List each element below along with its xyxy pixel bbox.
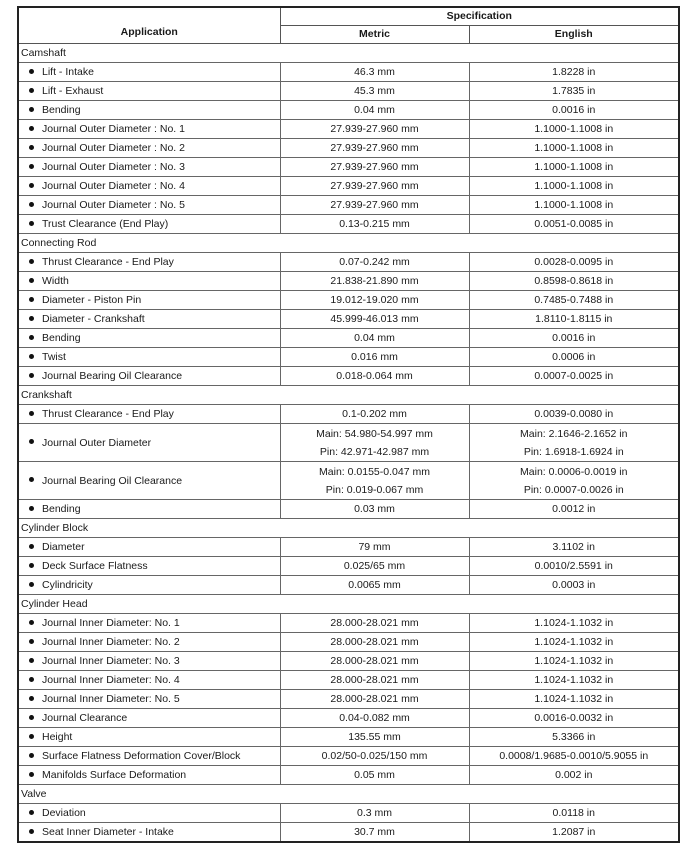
bullet-icon <box>29 506 34 511</box>
table-row <box>18 215 679 234</box>
table-row <box>18 538 679 557</box>
table-row <box>18 500 679 519</box>
metric-value: 0.016 mm <box>351 351 398 363</box>
english-cell <box>469 557 679 576</box>
table-row <box>18 804 679 823</box>
metric-value: 27.939-27.960 mm <box>330 142 419 154</box>
english-value: 0.0118 in <box>552 807 595 819</box>
metric-cell <box>280 272 469 291</box>
metric-cell <box>280 633 469 652</box>
table-row <box>18 709 679 728</box>
english-cell <box>469 215 679 234</box>
english-value: 0.0051-0.0085 in <box>534 218 614 230</box>
metric-cell <box>280 348 469 367</box>
english-value: 1.1024-1.1032 in <box>534 693 614 705</box>
application-cell <box>18 291 280 310</box>
metric-value: 0.0065 mm <box>348 579 401 591</box>
application-cell <box>18 63 280 82</box>
english-cell <box>469 139 679 158</box>
table-row <box>18 690 679 709</box>
application-label: Twist <box>42 351 66 363</box>
application-cell <box>18 500 280 519</box>
metric-cell <box>280 139 469 158</box>
application-cell <box>18 538 280 557</box>
bullet-icon <box>29 582 34 587</box>
metric-cell <box>280 728 469 747</box>
metric-value: 0.05 mm <box>354 769 395 781</box>
metric-cell <box>280 424 469 462</box>
metric-value: 0.1-0.202 mm <box>342 408 407 420</box>
english-value: 0.8598-0.8618 in <box>534 275 614 287</box>
metric-value: 45.999-46.013 mm <box>330 313 419 325</box>
metric-value: 28.000-28.021 mm <box>330 674 419 686</box>
english-cell <box>469 614 679 633</box>
bullet-icon <box>29 411 34 416</box>
metric-cell <box>280 823 469 843</box>
metric-cell <box>280 690 469 709</box>
metric-value: 0.02/50-0.025/150 mm <box>321 750 428 762</box>
english-value: 1.1024-1.1032 in <box>534 674 614 686</box>
english-value: 0.0016 in <box>552 332 596 344</box>
bullet-icon <box>29 439 34 444</box>
section-title: Valve <box>18 785 679 804</box>
table-row <box>18 101 679 120</box>
application-label: Cylindricity <box>42 579 93 591</box>
table-row <box>18 652 679 671</box>
english-value: 1.1000-1.1008 in <box>534 199 614 211</box>
bullet-icon <box>29 677 34 682</box>
header-application: Application <box>18 7 280 44</box>
table-row <box>18 82 679 101</box>
metric-value: Main: 54.980-54.997 mm <box>316 427 433 440</box>
metric-value: 0.03 mm <box>354 503 395 515</box>
english-value: 3.1102 in <box>552 541 595 553</box>
metric-value: 0.13-0.215 mm <box>339 218 410 230</box>
table-row <box>18 614 679 633</box>
application-cell <box>18 367 280 386</box>
application-cell <box>18 348 280 367</box>
english-cell <box>469 538 679 557</box>
metric-value: 79 mm <box>358 541 391 553</box>
application-cell <box>18 158 280 177</box>
english-value: 0.7485-0.7488 in <box>534 294 614 306</box>
english-cell <box>469 747 679 766</box>
header-row-top <box>18 7 679 26</box>
english-value: 0.002 in <box>555 769 593 781</box>
application-label: Thrust Clearance - End Play <box>42 408 174 420</box>
metric-cell <box>280 177 469 196</box>
english-cell <box>469 405 679 424</box>
application-cell <box>18 462 280 500</box>
metric-cell <box>280 63 469 82</box>
metric-cell <box>280 500 469 519</box>
english-cell <box>469 82 679 101</box>
english-cell <box>469 196 679 215</box>
table-row <box>18 329 679 348</box>
application-label: Journal Bearing Oil Clearance <box>42 370 183 382</box>
metric-value: 30.7 mm <box>354 826 395 838</box>
section-row <box>18 519 679 538</box>
metric-cell <box>280 367 469 386</box>
bullet-icon <box>29 145 34 150</box>
application-label: Deviation <box>42 807 86 819</box>
metric-cell <box>280 614 469 633</box>
metric-value: Pin: 42.971-42.987 mm <box>319 445 430 458</box>
application-cell <box>18 709 280 728</box>
table-row <box>18 272 679 291</box>
english-value: 1.8228 in <box>552 66 596 78</box>
bullet-icon <box>29 639 34 644</box>
application-label: Journal Inner Diameter: No. 2 <box>42 636 180 648</box>
application-cell <box>18 120 280 139</box>
application-cell <box>18 310 280 329</box>
section-title: Connecting Rod <box>18 234 679 253</box>
bullet-icon <box>29 563 34 568</box>
english-value: 0.0016 in <box>552 104 596 116</box>
english-cell <box>469 291 679 310</box>
metric-cell <box>280 576 469 595</box>
metric-value: 27.939-27.960 mm <box>330 199 419 211</box>
application-label: Lift - Exhaust <box>42 85 104 97</box>
bullet-icon <box>29 297 34 302</box>
table-row <box>18 139 679 158</box>
english-cell <box>469 177 679 196</box>
english-cell <box>469 671 679 690</box>
application-label: Lift - Intake <box>42 66 94 78</box>
section-title: Crankshaft <box>18 386 679 405</box>
application-cell <box>18 823 280 843</box>
english-value: 1.1024-1.1032 in <box>534 617 614 629</box>
application-cell <box>18 557 280 576</box>
table-row <box>18 424 679 462</box>
application-label: Diameter - Crankshaft <box>42 313 145 325</box>
application-cell <box>18 101 280 120</box>
application-cell <box>18 196 280 215</box>
english-cell <box>469 272 679 291</box>
english-value: 1.1000-1.1008 in <box>534 142 614 154</box>
english-value: 1.2087 in <box>552 826 596 838</box>
metric-cell <box>280 291 469 310</box>
section-row <box>18 785 679 804</box>
table-row <box>18 747 679 766</box>
metric-cell <box>280 196 469 215</box>
bullet-icon <box>29 753 34 758</box>
metric-value: 21.838-21.890 mm <box>330 275 419 287</box>
table-row <box>18 633 679 652</box>
metric-cell <box>280 101 469 120</box>
english-value: 0.0007-0.0025 in <box>534 370 614 382</box>
english-value: 0.0028-0.0095 in <box>534 256 614 268</box>
application-label: Width <box>42 275 69 287</box>
metric-value: 27.939-27.960 mm <box>330 180 419 192</box>
application-label: Diameter - Piston Pin <box>42 294 142 306</box>
metric-cell <box>280 538 469 557</box>
bullet-icon <box>29 373 34 378</box>
application-cell <box>18 614 280 633</box>
application-cell <box>18 272 280 291</box>
application-label: Bending <box>42 503 81 515</box>
english-cell <box>469 120 679 139</box>
english-cell <box>469 329 679 348</box>
header-english: English <box>469 26 679 44</box>
english-value: 1.1024-1.1032 in <box>534 655 614 667</box>
bullet-icon <box>29 107 34 112</box>
bullet-icon <box>29 88 34 93</box>
application-label: Journal Inner Diameter: No. 1 <box>42 617 180 629</box>
metric-value: 0.04-0.082 mm <box>339 712 410 724</box>
bullet-icon <box>29 544 34 549</box>
application-cell <box>18 215 280 234</box>
application-label: Journal Clearance <box>42 712 128 724</box>
application-label: Bending <box>42 332 81 344</box>
table-row <box>18 253 679 272</box>
english-value: 1.1000-1.1008 in <box>534 180 614 192</box>
english-cell <box>469 63 679 82</box>
application-cell <box>18 253 280 272</box>
table-row <box>18 367 679 386</box>
english-value: 1.7835 in <box>552 85 596 97</box>
table-row <box>18 63 679 82</box>
english-cell <box>469 348 679 367</box>
metric-value: 28.000-28.021 mm <box>330 617 419 629</box>
section-title: Cylinder Block <box>18 519 679 538</box>
english-cell <box>469 500 679 519</box>
metric-cell <box>280 462 469 500</box>
table-row <box>18 177 679 196</box>
metric-cell <box>280 747 469 766</box>
metric-value: Pin: 0.019-0.067 mm <box>325 483 424 496</box>
table-row <box>18 196 679 215</box>
bullet-icon <box>29 715 34 720</box>
application-cell <box>18 405 280 424</box>
metric-cell <box>280 158 469 177</box>
english-cell <box>469 804 679 823</box>
metric-cell <box>280 671 469 690</box>
application-label: Journal Inner Diameter: No. 4 <box>42 674 180 686</box>
table-row <box>18 462 679 500</box>
application-cell <box>18 576 280 595</box>
english-cell <box>469 633 679 652</box>
english-value: Main: 0.0006-0.0019 in <box>520 465 628 478</box>
bullet-icon <box>29 658 34 663</box>
metric-cell <box>280 329 469 348</box>
metric-cell <box>280 766 469 785</box>
bullet-icon <box>29 620 34 625</box>
english-value: 0.0008/1.9685-0.0010/5.9055 in <box>499 750 649 762</box>
table-row <box>18 576 679 595</box>
metric-cell <box>280 310 469 329</box>
application-cell <box>18 177 280 196</box>
english-value: 0.0012 in <box>552 503 596 515</box>
bullet-icon <box>29 734 34 739</box>
english-cell <box>469 367 679 386</box>
metric-value: 0.07-0.242 mm <box>339 256 410 268</box>
application-label: Journal Outer Diameter : No. 2 <box>42 142 185 154</box>
table-row <box>18 728 679 747</box>
application-label: Journal Bearing Oil Clearance <box>42 474 183 487</box>
metric-value: 27.939-27.960 mm <box>330 123 419 135</box>
application-label: Thrust Clearance - End Play <box>42 256 174 268</box>
table-row <box>18 823 679 843</box>
english-value: 0.0003 in <box>552 579 596 591</box>
table-body <box>18 44 679 843</box>
bullet-icon <box>29 335 34 340</box>
metric-cell <box>280 82 469 101</box>
english-value: 1.1000-1.1008 in <box>534 161 614 173</box>
metric-cell <box>280 804 469 823</box>
application-cell <box>18 747 280 766</box>
metric-cell <box>280 253 469 272</box>
english-value: Pin: 1.6918-1.6924 in <box>523 445 624 458</box>
application-label: Trust Clearance (End Play) <box>42 218 169 230</box>
metric-cell <box>280 215 469 234</box>
application-label: Journal Outer Diameter : No. 5 <box>42 199 185 211</box>
english-cell <box>469 310 679 329</box>
section-row <box>18 386 679 405</box>
metric-cell <box>280 405 469 424</box>
metric-value: 28.000-28.021 mm <box>330 655 419 667</box>
english-value: 1.8110-1.8115 in <box>535 313 613 325</box>
metric-value: 0.025/65 mm <box>343 560 406 572</box>
table-row <box>18 158 679 177</box>
section-title: Camshaft <box>18 44 679 63</box>
header-metric: Metric <box>280 26 469 44</box>
bullet-icon <box>29 772 34 777</box>
metric-value: 46.3 mm <box>354 66 395 78</box>
bullet-icon <box>29 69 34 74</box>
application-label: Journal Inner Diameter: No. 5 <box>42 693 180 705</box>
application-cell <box>18 633 280 652</box>
bullet-icon <box>29 221 34 226</box>
english-cell <box>469 709 679 728</box>
bullet-icon <box>29 164 34 169</box>
bullet-icon <box>29 202 34 207</box>
english-value: 1.1024-1.1032 in <box>534 636 614 648</box>
english-cell <box>469 101 679 120</box>
application-cell <box>18 424 280 462</box>
application-label: Manifolds Surface Deformation <box>42 769 187 781</box>
application-cell <box>18 139 280 158</box>
bullet-icon <box>29 316 34 321</box>
application-label: Deck Surface Flatness <box>42 560 148 572</box>
application-label: Journal Outer Diameter : No. 3 <box>42 161 185 173</box>
application-label: Journal Inner Diameter: No. 3 <box>42 655 180 667</box>
english-cell <box>469 576 679 595</box>
application-cell <box>18 728 280 747</box>
bullet-icon <box>29 696 34 701</box>
english-cell <box>469 253 679 272</box>
english-value: 1.1000-1.1008 in <box>534 123 614 135</box>
metric-cell <box>280 709 469 728</box>
bullet-icon <box>29 183 34 188</box>
english-cell <box>469 158 679 177</box>
metric-value: 0.04 mm <box>354 104 395 116</box>
application-label: Height <box>42 731 73 743</box>
english-value: Main: 2.1646-2.1652 in <box>520 427 628 440</box>
bullet-icon <box>29 259 34 264</box>
english-value: 0.0016-0.0032 in <box>534 712 614 724</box>
metric-value: 45.3 mm <box>354 85 395 97</box>
table-row <box>18 291 679 310</box>
application-cell <box>18 652 280 671</box>
section-title: Cylinder Head <box>18 595 679 614</box>
english-value: 0.0039-0.0080 in <box>534 408 614 420</box>
application-label: Diameter <box>42 541 85 553</box>
english-value: Pin: 0.0007-0.0026 in <box>523 483 624 496</box>
english-value: 0.0006 in <box>552 351 596 363</box>
application-label: Journal Outer Diameter <box>42 436 152 449</box>
english-cell <box>469 728 679 747</box>
metric-cell <box>280 120 469 139</box>
application-cell <box>18 690 280 709</box>
table-row <box>18 348 679 367</box>
english-cell <box>469 462 679 500</box>
bullet-icon <box>29 278 34 283</box>
metric-value: 0.04 mm <box>354 332 395 344</box>
metric-value: 19.012-19.020 mm <box>330 294 419 306</box>
metric-value: 0.018-0.064 mm <box>336 370 413 382</box>
english-value: 5.3366 in <box>552 731 596 743</box>
application-label: Journal Outer Diameter : No. 4 <box>42 180 185 192</box>
bullet-icon <box>29 354 34 359</box>
application-label: Surface Flatness Deformation Cover/Block <box>42 750 241 762</box>
section-row <box>18 234 679 253</box>
bullet-icon <box>29 477 34 482</box>
application-label: Bending <box>42 104 81 116</box>
bullet-icon <box>29 829 34 834</box>
metric-value: 135.55 mm <box>348 731 401 743</box>
metric-value: Main: 0.0155-0.047 mm <box>319 465 430 478</box>
specification-table <box>17 6 680 843</box>
table-row <box>18 766 679 785</box>
table-row <box>18 310 679 329</box>
metric-value: 0.3 mm <box>356 807 392 819</box>
table-row <box>18 671 679 690</box>
english-cell <box>469 690 679 709</box>
english-value: 0.0010/2.5591 in <box>534 560 613 572</box>
application-cell <box>18 804 280 823</box>
metric-cell <box>280 652 469 671</box>
english-cell <box>469 652 679 671</box>
table-row <box>18 557 679 576</box>
metric-value: 28.000-28.021 mm <box>330 636 419 648</box>
table-row <box>18 405 679 424</box>
header-specification: Specification <box>280 7 679 26</box>
english-cell <box>469 766 679 785</box>
application-label: Journal Outer Diameter : No. 1 <box>42 123 185 135</box>
section-row <box>18 44 679 63</box>
table-row <box>18 120 679 139</box>
metric-value: 27.939-27.960 mm <box>330 161 419 173</box>
bullet-icon <box>29 810 34 815</box>
english-cell <box>469 424 679 462</box>
application-cell <box>18 766 280 785</box>
application-cell <box>18 82 280 101</box>
application-cell <box>18 329 280 348</box>
metric-cell <box>280 557 469 576</box>
application-label: Seat Inner Diameter - Intake <box>42 826 174 838</box>
english-cell <box>469 823 679 843</box>
application-cell <box>18 671 280 690</box>
section-row <box>18 595 679 614</box>
metric-value: 28.000-28.021 mm <box>330 693 419 705</box>
bullet-icon <box>29 126 34 131</box>
